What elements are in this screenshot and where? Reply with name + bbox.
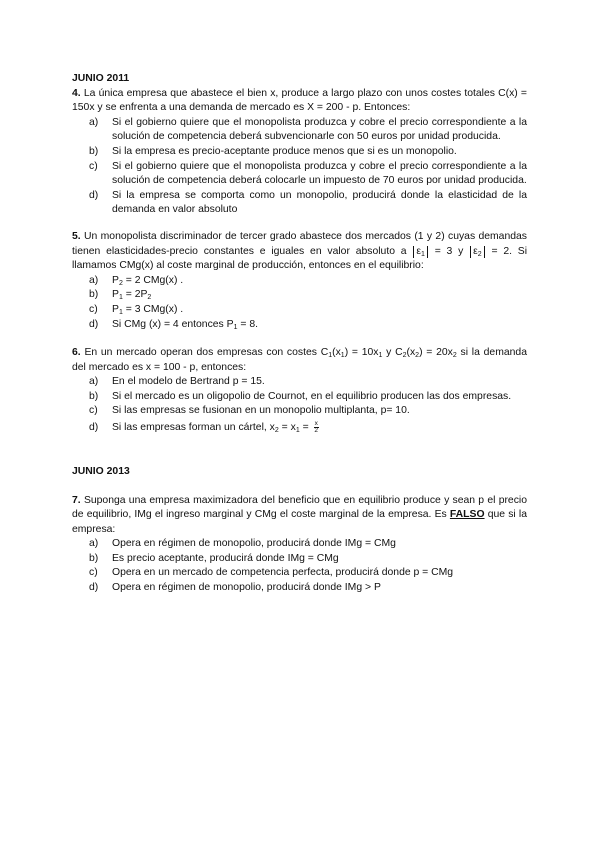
question-text: La única empresa que abastece el bien x, produce a largo plazo con unos costes totales C(x) = 150x y se enfrenta a una demanda de mercado es X = 200 - p. Entonces: [72, 87, 527, 114]
option-c [72, 404, 527, 419]
option-letter: a) [89, 274, 99, 286]
question-number: 4. [72, 87, 81, 99]
option-text: Si el gobierno quiere que el monopolista produzca y cobre el precio correspondiente a la solución de competencia deberá colocarle un impuesto de 70 euros por unidad producida. [112, 160, 527, 187]
question-text: Un monopolista discriminador de tercer grado abastece dos mercados (1 y 2) cuyas demandas tienen elasticidades-precio constantes e iguales en valor absoluto a [72, 230, 527, 257]
option-letter: b) [89, 390, 99, 402]
option-letter: c) [89, 303, 98, 315]
option-letter: a) [89, 376, 99, 388]
option-b [72, 552, 527, 567]
option-a [72, 116, 527, 145]
question-5-stem [72, 230, 527, 274]
option-text: Opera en régimen de monopolio, producirá donde IMg = CMg [112, 538, 396, 550]
option-a [72, 375, 527, 390]
option-letter: a) [89, 538, 99, 550]
option-text: Si las empresas se fusionan en un monopolio multiplanta, p= 10. [112, 405, 410, 417]
option-letter: c) [89, 567, 98, 579]
option-letter: d) [89, 422, 99, 434]
option-letter: d) [89, 318, 99, 330]
question-5-options [72, 274, 527, 332]
option-letter: d) [89, 189, 99, 201]
option-text: Opera en régimen de monopolio, producirá donde IMg > P [112, 582, 381, 594]
question-text: que si la empresa: [72, 509, 527, 535]
option-text: Si CMg (x) = 4 entonces $P_1 = 8$. [112, 318, 258, 331]
option-c [72, 160, 527, 189]
abs-epsilon-2: $\varepsilon_2$ [470, 246, 485, 258]
option-text: $P_1 = 2P_2$ [112, 289, 152, 302]
option-text: En el modelo de Bertrand p = 15. [112, 376, 265, 388]
question-number: 5. [72, 230, 81, 242]
option-b [72, 390, 527, 405]
question-4-stem [72, 87, 527, 116]
option-b [72, 288, 527, 303]
option-c [72, 566, 527, 581]
option-text: Si la empresa se comporta como un monopolio, producirá donde la elasticidad de la demanda en valor absoluto [112, 189, 527, 216]
option-letter: a) [89, 116, 99, 128]
option-text: Si la empresa es precio-aceptante produce menos que si es un monopolio. [112, 145, 457, 157]
fraction-x-over-2: $\frac{x}{2}$ [314, 420, 318, 435]
option-letter: b) [89, 289, 99, 301]
question-text: Suponga una empresa maximizadora del beneficio que en equilibrio produce y sean p el precio de equilibrio, IMg el ingreso marginal y CMg el coste marginal de la empresa. Es [72, 494, 527, 521]
question-4-options [72, 116, 527, 218]
question-number: 7. [72, 494, 81, 506]
option-d [72, 189, 527, 218]
option-text: $P_2 = 2$ CMg(x) . [112, 274, 184, 287]
section-title-junio-2013: JUNIO 2013 [72, 465, 130, 477]
falso-keyword: FALSO [449, 509, 485, 521]
question-7-options [72, 537, 527, 595]
option-text: Opera en un mercado de competencia perfecta, producirá donde p = CMg [112, 567, 454, 579]
option-text: Si el mercado es un oligopolio de Cournot, en el equilibrio producen las dos empresas. [112, 390, 512, 402]
option-d [72, 421, 527, 436]
option-letter: c) [89, 160, 98, 172]
option-d [72, 581, 527, 596]
option-d [72, 318, 527, 333]
option-text: Si el gobierno quiere que el monopolista produzca y cobre el precio correspondiente a la solución de competencia deberá subvencionarle con 50 euros por unidad producida. [112, 116, 527, 143]
option-letter: b) [89, 145, 99, 157]
option-a [72, 537, 527, 552]
question-text: = 3 y [434, 245, 464, 257]
question-text: = 2. Si llamamos CMg(x) al coste marginal de producción, entonces en el equilibrio: [72, 245, 528, 272]
option-letter: c) [89, 405, 98, 417]
exam-page [72, 72, 527, 596]
abs-epsilon-1: $\varepsilon_1$ [413, 246, 428, 258]
option-letter: d) [89, 582, 99, 594]
question-text: En un mercado operan dos empresas con costes $C_1(x_1) = 10x_1$ y $C_2(x_2) = 20x_2$ si la demanda del mercado es x = 100 - p, entonces: [72, 347, 527, 373]
option-a [72, 274, 527, 289]
question-number: 6. [72, 347, 81, 359]
question-7-stem [72, 494, 527, 538]
section-title-junio-2011: JUNIO 2011 [72, 73, 130, 84]
option-text: Si las empresas forman un cártel, $x_2 = x_1$ = $\frac{x}{2}$ [112, 420, 318, 435]
question-6-options [72, 375, 527, 436]
option-text: Es precio aceptante, producirá donde IMg = CMg [112, 552, 339, 564]
option-text: $P_1 = 3$ CMg(x) . [112, 303, 184, 316]
option-c [72, 303, 527, 318]
option-b [72, 145, 527, 160]
option-letter: b) [89, 552, 99, 564]
question-6-stem [72, 346, 527, 375]
